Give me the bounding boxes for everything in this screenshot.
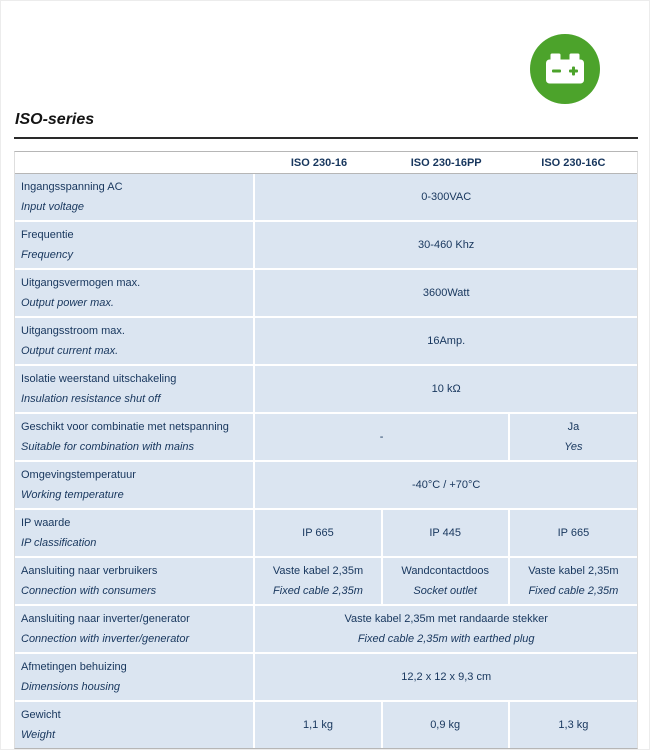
row-label xyxy=(15,174,255,222)
value-cell xyxy=(255,558,382,606)
value-line: IP 665 xyxy=(557,527,590,539)
header-row xyxy=(15,152,637,174)
row-label-nl: Aansluiting naar verbruikers xyxy=(21,565,158,577)
row-label xyxy=(15,510,255,558)
spec-table xyxy=(15,152,637,748)
row-label-nl: Omgevingstemperatuur xyxy=(21,469,136,481)
value-line: 12,2 x 12 x 9,3 cm xyxy=(401,671,492,683)
row-label xyxy=(15,222,255,270)
value-cell xyxy=(255,222,637,270)
row-label-nl: Uitgangsvermogen max. xyxy=(21,277,141,289)
value-cell xyxy=(383,510,510,558)
table-row xyxy=(15,654,637,702)
row-label xyxy=(15,606,255,654)
value-line: 3600Watt xyxy=(422,287,470,299)
table-row xyxy=(15,270,637,318)
row-label-en: Suitable for combination with mains xyxy=(21,441,195,453)
value-cell xyxy=(255,414,509,462)
value-cell xyxy=(510,414,637,462)
row-label-en: Output current max. xyxy=(21,345,119,357)
column-header: ISO 230-16 xyxy=(255,152,382,174)
table-row xyxy=(15,558,637,606)
row-label xyxy=(15,462,255,510)
value-line: 1,3 kg xyxy=(558,719,589,731)
table-row xyxy=(15,510,637,558)
table-row xyxy=(15,222,637,270)
spec-table-head xyxy=(15,152,637,174)
row-label-en: Connection with consumers xyxy=(21,585,157,597)
value-line-en: Fixed cable 2,35m xyxy=(273,585,363,597)
value-cell xyxy=(255,270,637,318)
row-label-en: Connection with inverter/generator xyxy=(21,633,190,645)
column-header: ISO 230-16PP xyxy=(383,152,510,174)
value-cell xyxy=(383,702,510,748)
row-label-nl: Gewicht xyxy=(21,709,61,721)
column-header-empty xyxy=(15,152,255,174)
row-label xyxy=(15,558,255,606)
spec-table-body xyxy=(15,174,637,748)
row-label-en: Input voltage xyxy=(21,201,84,213)
row-label xyxy=(15,270,255,318)
row-label-nl: Geschikt voor combinatie met netspanning xyxy=(21,421,229,433)
row-label-nl: Afmetingen behuizing xyxy=(21,661,127,673)
value-cell xyxy=(255,702,382,748)
table-row xyxy=(15,414,637,462)
value-cell xyxy=(510,702,637,748)
value-line: 0-300VAC xyxy=(421,191,472,203)
row-label-en: Working temperature xyxy=(21,489,124,501)
row-label-nl: IP waarde xyxy=(21,517,71,529)
value-line: 16Amp. xyxy=(427,335,466,347)
value-line: Vaste kabel 2,35m xyxy=(272,565,364,577)
value-cell xyxy=(255,318,637,366)
row-label-en: Frequency xyxy=(21,249,73,261)
value-line: 1,1 kg xyxy=(302,719,333,731)
row-label-nl: Isolatie weerstand uitschakeling xyxy=(21,373,177,385)
row-label xyxy=(15,366,255,414)
value-cell xyxy=(383,558,510,606)
row-label xyxy=(15,414,255,462)
page-title: ISO-series xyxy=(15,111,95,128)
row-label xyxy=(15,654,255,702)
value-line: Vaste kabel 2,35m met randaarde stekker xyxy=(344,613,548,625)
table-row xyxy=(15,702,637,748)
value-line: 10 kΩ xyxy=(431,383,461,395)
title-divider xyxy=(14,137,638,139)
table-row xyxy=(15,606,637,654)
table-row xyxy=(15,174,637,222)
table-row xyxy=(15,462,637,510)
value-cell xyxy=(510,510,637,558)
table-row xyxy=(15,318,637,366)
row-label-en: Dimensions housing xyxy=(21,681,121,693)
value-cell xyxy=(255,174,637,222)
value-line-en: Fixed cable 2,35m with earthed plug xyxy=(357,633,535,645)
value-cell xyxy=(255,462,637,510)
row-label xyxy=(15,318,255,366)
row-label-nl: Aansluiting naar inverter/generator xyxy=(21,613,190,625)
value-line-en: Yes xyxy=(564,441,583,453)
value-cell xyxy=(510,558,637,606)
row-label-en: IP classification xyxy=(21,537,97,549)
value-line: Ja xyxy=(567,421,580,433)
value-cell xyxy=(255,606,637,654)
row-label-nl: Uitgangsstroom max. xyxy=(21,325,125,337)
value-cell xyxy=(255,510,382,558)
value-line: - xyxy=(379,431,384,443)
column-header: ISO 230-16C xyxy=(510,152,637,174)
spec-table-container xyxy=(14,151,638,749)
value-line: 0,9 kg xyxy=(430,719,461,731)
row-label-nl: Ingangsspanning AC xyxy=(21,181,123,193)
row-label-en: Insulation resistance shut off xyxy=(21,393,161,405)
value-line-en: Socket outlet xyxy=(413,585,477,597)
row-label-en: Output power max. xyxy=(21,297,114,309)
value-line: IP 445 xyxy=(429,527,461,539)
table-row xyxy=(15,366,637,414)
value-cell xyxy=(255,366,637,414)
value-line: Vaste kabel 2,35m xyxy=(528,565,619,577)
value-line: IP 665 xyxy=(302,527,334,539)
value-line: 30-460 Khz xyxy=(418,239,475,251)
row-label xyxy=(15,702,255,748)
battery-icon xyxy=(529,33,601,105)
value-line: -40°C / +70°C xyxy=(411,479,481,491)
value-line: Wandcontactdoos xyxy=(401,565,489,577)
row-label-nl: Frequentie xyxy=(21,229,74,241)
row-label-en: Weight xyxy=(21,729,56,741)
value-cell xyxy=(255,654,637,702)
value-line-en: Fixed cable 2,35m xyxy=(528,585,619,597)
